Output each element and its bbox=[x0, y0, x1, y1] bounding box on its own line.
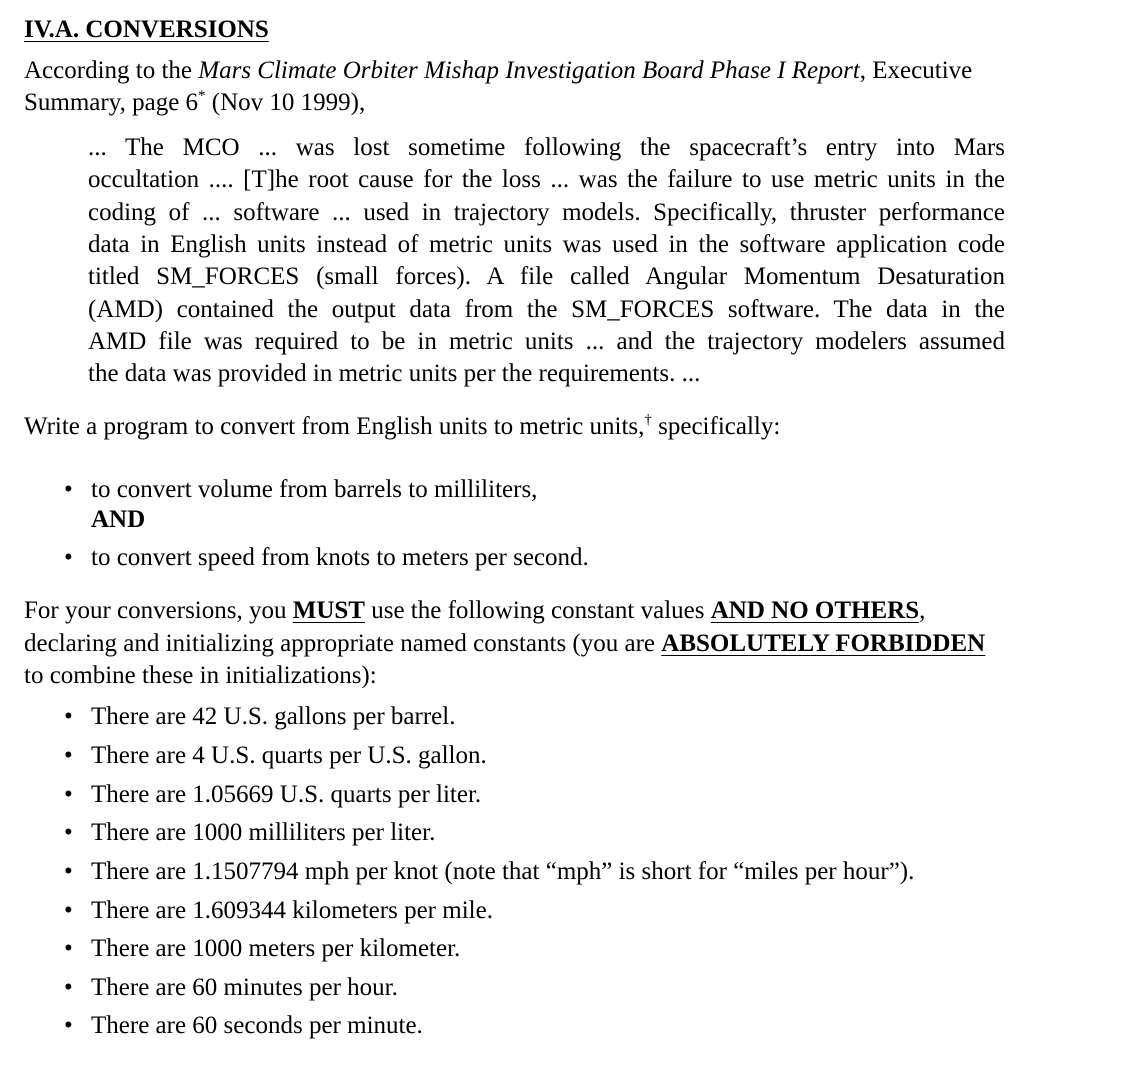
constant-item bbox=[64, 972, 398, 1004]
footnote-mark: * bbox=[198, 88, 206, 104]
quote-line: AMD file was required to be in metric units ... and the trajectory modelers assumed bbox=[88, 328, 1005, 355]
constant-item bbox=[64, 817, 435, 849]
constraints-line-1 bbox=[24, 595, 925, 627]
intro-line-1 bbox=[24, 55, 972, 87]
emphasis-and-no-others: AND NO OTHERS bbox=[710, 597, 920, 624]
intro-text: (Nov 10 1999), bbox=[205, 89, 366, 116]
constraints-text: For your conversions, you bbox=[24, 597, 293, 624]
quote-line: titled SM_FORCES (small forces). A file called Angular Momentum Desaturation bbox=[88, 263, 1005, 290]
constant-text: There are 1000 milliliters per liter. bbox=[91, 819, 436, 846]
report-title: Mars Climate Orbiter Mishap Investigation Board Phase I Report bbox=[198, 57, 860, 84]
constraints-text: declaring and initializing appropriate named constants (you are bbox=[24, 630, 662, 657]
and-label: AND bbox=[91, 506, 146, 533]
bullet-icon: • bbox=[64, 935, 73, 962]
bullet-icon: • bbox=[64, 858, 73, 885]
bullet-icon: • bbox=[64, 703, 73, 730]
constant-text: There are 1.1507794 mph per knot (note that “mph” is short for “miles per hour”). bbox=[91, 858, 915, 885]
quote-line: (AMD) contained the output data from the SM_FORCES software. The data in the bbox=[88, 296, 1005, 323]
constant-text: There are 4 U.S. quarts per U.S. gallon. bbox=[91, 742, 487, 769]
bullet-icon: • bbox=[64, 1012, 73, 1039]
quote-line: ... The MCO ... was lost sometime following the spacecraft’s entry into Mars bbox=[88, 134, 1005, 161]
constant-item bbox=[64, 1010, 423, 1042]
task-text: Write a program to convert from English units to metric units, bbox=[24, 413, 645, 440]
bullet-icon: • bbox=[64, 544, 73, 571]
quote-line: occultation .... [T]he root cause for the loss ... was the failure to use metric units in the bbox=[88, 166, 1005, 193]
intro-line-2 bbox=[24, 87, 365, 119]
bullet-icon: • bbox=[64, 819, 73, 846]
constraints-line-3: to combine these in initializations): bbox=[24, 662, 377, 689]
quote-line: data in English units instead of metric units was used in the software application code bbox=[88, 231, 1005, 258]
constant-text: There are 42 U.S. gallons per barrel. bbox=[91, 703, 456, 730]
constant-text: There are 60 minutes per hour. bbox=[91, 974, 398, 1001]
constant-text: There are 60 seconds per minute. bbox=[91, 1012, 423, 1039]
task-item-text: to convert volume from barrels to milliliters, bbox=[91, 476, 538, 503]
constraints-text: , bbox=[919, 597, 926, 624]
task-item bbox=[64, 474, 537, 506]
bullet-icon: • bbox=[64, 897, 73, 924]
constant-text: There are 1.05669 U.S. quarts per liter. bbox=[91, 781, 482, 808]
intro-text: Summary, page 6 bbox=[24, 89, 199, 116]
constant-text: There are 1.609344 kilometers per mile. bbox=[91, 897, 493, 924]
bullet-icon: • bbox=[64, 781, 73, 808]
task-statement bbox=[24, 411, 780, 443]
constraints-text: use the following constant values bbox=[364, 597, 711, 624]
emphasis-forbidden: ABSOLUTELY FORBIDDEN bbox=[661, 630, 986, 657]
quote-line: the data was provided in metric units per the requirements. ... bbox=[88, 360, 701, 387]
quote-line: coding of ... software ... used in trajectory models. Specifically, thruster performance bbox=[88, 199, 1005, 226]
constant-item bbox=[64, 701, 455, 733]
task-item-text: to convert speed from knots to meters per second. bbox=[91, 544, 589, 571]
constraints-line-2 bbox=[24, 628, 985, 660]
constant-item bbox=[64, 740, 487, 772]
intro-text: , Executive bbox=[859, 57, 973, 84]
footnote-mark: † bbox=[644, 412, 652, 428]
bullet-icon: • bbox=[64, 476, 73, 503]
constant-text: There are 1000 meters per kilometer. bbox=[91, 935, 461, 962]
constant-item bbox=[64, 856, 914, 888]
bullet-icon: • bbox=[64, 974, 73, 1001]
task-item bbox=[64, 542, 589, 574]
intro-text: According to the bbox=[24, 57, 199, 84]
section-title: IV.A. CONVERSIONS bbox=[24, 16, 269, 43]
constant-item bbox=[64, 779, 481, 811]
bullet-icon: • bbox=[64, 742, 73, 769]
emphasis-must: MUST bbox=[292, 597, 365, 624]
constant-item bbox=[64, 933, 460, 965]
constant-item bbox=[64, 895, 493, 927]
task-text: specifically: bbox=[651, 413, 781, 440]
